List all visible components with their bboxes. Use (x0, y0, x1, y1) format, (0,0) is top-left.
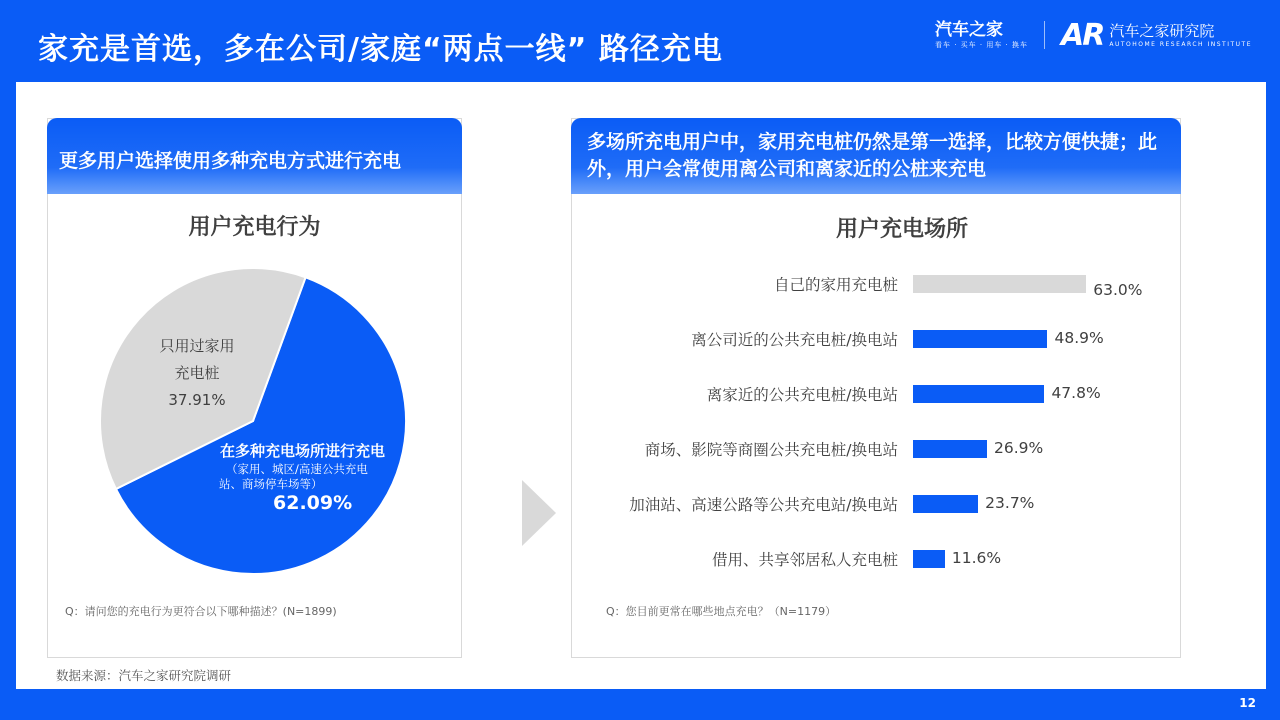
bar-category-label: 加油站、高速公路等公共充电站/换电站 (629, 496, 898, 514)
pie-label-multi-detail-line2: 站、商场停车场等） (219, 477, 323, 491)
bar-data-label: 48.9% (1054, 329, 1104, 347)
autohome-logo-name: 汽车之家 (934, 20, 1003, 40)
bar-data-label: 23.7% (985, 494, 1035, 512)
bar-category-label: 离公司近的公共充电桩/换电站 (691, 331, 898, 349)
pie-label-home-only-line2: 充电桩 (174, 364, 220, 382)
bar-question-note: Q：您目前更常在哪些地点充电？（N=1179） (606, 605, 837, 618)
pie-label-home-only-line1: 只用过家用 (159, 337, 235, 355)
bar-data-label: 63.0% (1093, 281, 1143, 299)
page-number: 12 (1239, 696, 1256, 710)
pie-value-multi: 62.09% (273, 492, 353, 514)
data-source-note: 数据来源：汽车之家研究院调研 (56, 668, 232, 683)
pie-label-multi: 在多种充电场所进行充电 (220, 442, 386, 460)
pie-value-home-only: 37.91% (168, 391, 226, 409)
bar (913, 440, 987, 458)
institute-logo-name: 汽车之家研究院 (1109, 21, 1215, 40)
pie-label-home-only (152, 333, 242, 414)
bar-data-label: 47.8% (1051, 384, 1101, 402)
pie-chart-title: 用户充电行为 (188, 215, 321, 240)
bar (913, 385, 1044, 403)
bar-chart-title: 用户充电场所 (835, 217, 968, 242)
right-card-header-text: 多场所充电用户中，家用充电桩仍然是第一选择，比较方便快捷；此外，用户会常使用离公司和离家近的公桩来充电 (587, 131, 1158, 180)
bar (913, 275, 1086, 293)
bar (913, 550, 945, 568)
left-card-header-text: 更多用户选择使用多种充电方式进行充电 (59, 150, 402, 172)
pie-question-note: Q：请问您的充电行为更符合以下哪种描述？(N=1899) (65, 605, 337, 618)
pie-label-multi-detail-line1: （家用、城区/高速公共充电 (226, 462, 368, 476)
bar-category-label: 自己的家用充电桩 (773, 276, 898, 294)
pie-label-multi-detail (219, 462, 368, 492)
institute-logo-icon: AR (1061, 17, 1104, 53)
bar-data-label: 11.6% (951, 549, 1002, 567)
page-title: 家充是首选，多在公司/家庭“两点一线” 路径充电 (38, 32, 723, 67)
bar (913, 495, 978, 513)
bar (913, 330, 1047, 348)
autohome-logo-slogan: 看车 · 买车 · 用车 · 换车 (934, 41, 1029, 49)
bar-data-label: 26.9% (993, 439, 1044, 457)
bar-category-label: 借用、共享邻居私人充电桩 (711, 551, 898, 569)
institute-logo-sub: AUTOHOME RESEARCH INSTITUTE (1109, 40, 1252, 48)
bar-category-label: 离家近的公共充电桩/换电站 (706, 386, 898, 404)
bar-category-label: 商场、影院等商圈公共充电桩/换电站 (644, 441, 898, 459)
